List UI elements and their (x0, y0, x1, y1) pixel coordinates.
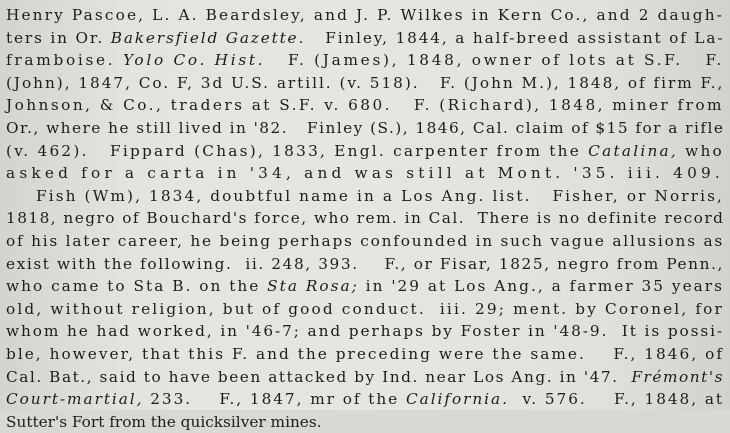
text-segment: (John), 1847, Co. F, 3d U.S. artill. (v. 518). F. (John M.), 1848, of firm F., (6, 73, 725, 92)
text-segment: 1818, negro of Bouchard's force, who rem. in Cal. There is no definite record (6, 209, 725, 228)
text-segment: in '29 at Los Ang., a farmer 35 years (358, 277, 724, 296)
text-segment: Cal. Bat., said to have been attacked by Ind. near Los Ang. in '47. (6, 367, 632, 386)
text-segment: Or., where he still lived in '82. Finley (S.), 1846, Cal. claim of $15 for a rifle (6, 118, 725, 137)
text-line (6, 94, 724, 117)
text-segment: ble, however, that this F. and the preceding were the same. F., 1846, of (6, 344, 724, 363)
text-segment: Henry Pascoe, L. A. Beardsley, and J. P. Wilkes in Kern Co., and 2 daugh- (6, 6, 724, 24)
italic-text-segment: Court-martial, (6, 390, 144, 409)
text-line (6, 298, 724, 321)
text-line (6, 27, 724, 50)
text-line (6, 140, 724, 163)
text-segment: asked for a carta in '34, and was still at Mont. '35. iii. 409. (6, 164, 724, 183)
text-segment: v. 576. F., 1848, at (508, 390, 724, 409)
text-segment: old, without religion, but of good conduct. iii. 29; ment. by Coronel, for (6, 299, 724, 318)
text-line (6, 49, 724, 72)
text-line (6, 72, 724, 95)
text-segment: who (678, 141, 724, 160)
text-line (6, 162, 724, 185)
italic-text-segment: Catalina, (588, 141, 679, 160)
text-line (6, 275, 724, 298)
text-line (6, 253, 724, 276)
italic-text-segment: Bakersfield Gazette. (110, 28, 306, 47)
text-segment: Finley, 1844, a half-breed assistant of La- (305, 28, 725, 47)
text-segment: who came to Sta B. on the (6, 277, 268, 296)
text-line (6, 366, 724, 389)
text-line (6, 343, 724, 366)
text-line (6, 185, 724, 208)
text-segment: Fish (Wm), 1834, doubtful name in a Los Ang. list. Fisher, or Norris, (36, 186, 724, 205)
text-segment: (v. 462). Fippard (Chas), 1833, Engl. carpenter from the (6, 141, 589, 160)
text-line (6, 4, 724, 27)
italic-text-segment: Frémont's (631, 367, 724, 386)
text-segment: exist with the following. ii. 248, 393. F., or Fisar, 1825, negro from Penn., (6, 254, 724, 273)
text-block (6, 4, 724, 433)
italic-text-segment: Yolo Co. Hist. (122, 51, 266, 70)
italic-text-segment: California. (405, 390, 509, 409)
text-line (6, 117, 724, 140)
text-line (6, 320, 724, 343)
text-segment: whom he had worked, in '46-7; and perhaps by Foster in '48-9. It is possi- (6, 322, 724, 341)
italic-text-segment: Sta Rosa; (267, 277, 359, 296)
text-line (6, 411, 724, 433)
text-segment: Johnson, & Co., traders at S.F. v. 680. F. (Richard), 1848, miner from (6, 96, 724, 115)
text-segment: of his later career, he being perhaps confounded in such vague allusions as (6, 231, 724, 250)
text-line (6, 230, 724, 253)
text-segment: 233. F., 1847, mr of the (143, 390, 406, 409)
text-segment: Sutter's Fort from the quicksilver mines. (6, 412, 322, 431)
text-segment: F. (James), 1848, owner of lots at S.F. F. (265, 51, 725, 70)
text-line (6, 388, 724, 411)
text-segment: ters in Or. (6, 28, 111, 47)
text-line (6, 207, 724, 230)
text-segment: framboise. (6, 51, 123, 70)
